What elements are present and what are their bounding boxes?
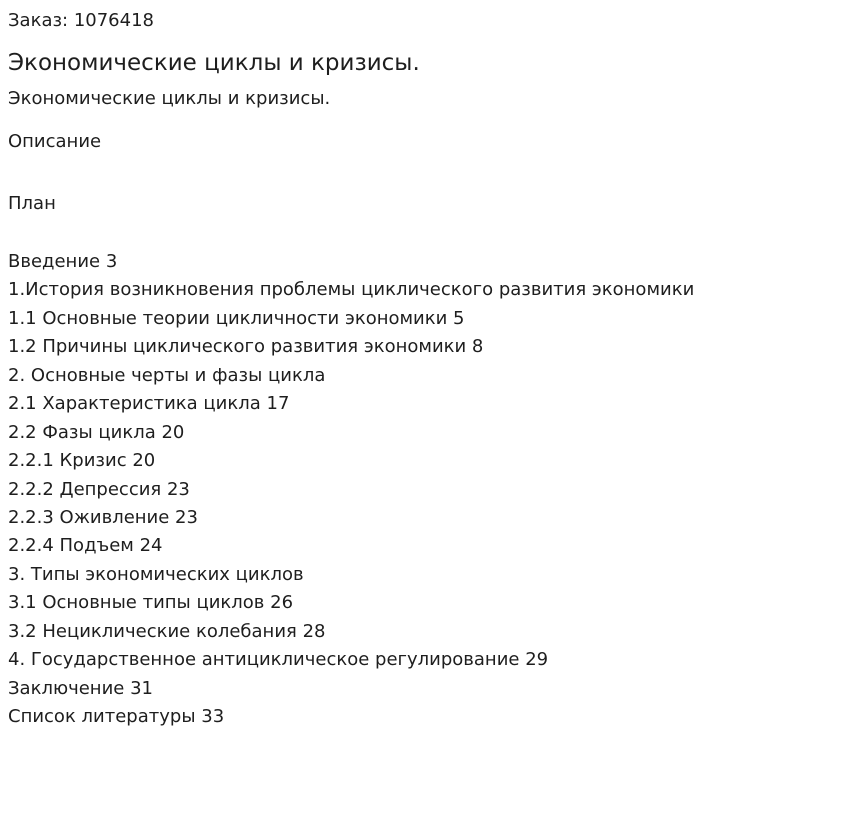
page-subtitle: Экономические циклы и кризисы. [8, 88, 331, 109]
toc-item: 4. Государственное антициклическое регулирование 29 [8, 649, 549, 671]
toc-item: 1.1 Основные теории цикличности экономики 5 [8, 307, 465, 329]
toc-item: 2.2.2 Депрессия 23 [8, 478, 190, 500]
toc-item: Заключение 31 [8, 677, 153, 699]
description-heading: Описание [8, 131, 102, 152]
plan-heading: План [8, 193, 56, 214]
toc-item: 2.2.3 Оживление 23 [8, 506, 198, 528]
toc-item: 3.2 Нециклические колебания 28 [8, 620, 326, 642]
page-title: Экономические циклы и кризисы. [8, 50, 420, 76]
toc-item: Введение 3 [8, 251, 118, 272]
toc-item: 3.1 Основные типы циклов 26 [8, 592, 294, 614]
toc-item: 3. Типы экономических циклов [8, 563, 304, 585]
order-number: Заказ: 1076418 [8, 10, 154, 31]
toc-item: 2. Основные черты и фазы цикла [8, 364, 326, 386]
toc-item: 2.2 Фазы цикла 20 [8, 421, 185, 443]
toc-item: 2.2.1 Кризис 20 [8, 450, 156, 472]
table-of-contents [8, 250, 694, 733]
toc-item: 2.2.4 Подъем 24 [8, 535, 163, 557]
toc-item: 1.История возникновения проблемы циклического развития экономики [8, 279, 695, 301]
toc-item: 2.1 Характеристика цикла 17 [8, 393, 290, 415]
toc-item: 1.2 Причины циклического развития экономики 8 [8, 336, 484, 358]
toc-item: Список литературы 33 [8, 706, 225, 727]
